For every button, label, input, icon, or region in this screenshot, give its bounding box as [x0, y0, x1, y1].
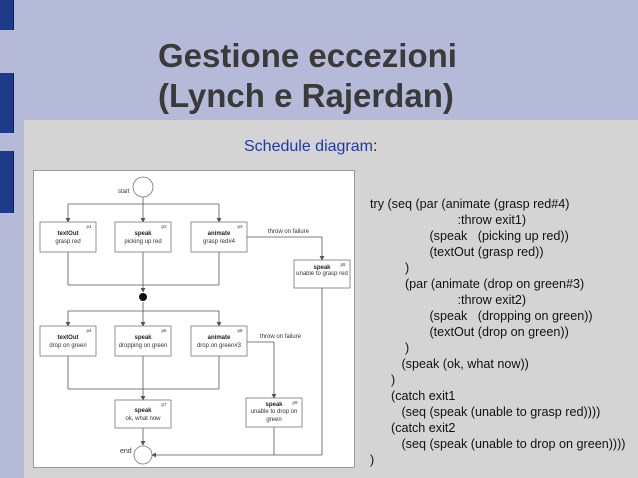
- box-p1-title: textOut: [57, 231, 79, 237]
- side-tab: [0, 151, 14, 213]
- box-p5: [294, 260, 350, 288]
- title-line-2: (Lynch e Rajerdan): [158, 77, 454, 114]
- box-p4-text: drop on green: [49, 343, 87, 349]
- box-p8-title: animate: [207, 335, 231, 341]
- box-p2-text: picking up red: [124, 239, 162, 245]
- code-line: ): [370, 261, 410, 275]
- code-line: ): [370, 373, 396, 387]
- code-line: ): [370, 453, 375, 467]
- box-p7: [115, 400, 171, 428]
- end-label: end: [120, 448, 132, 455]
- code-line: (par (animate (drop on green#3): [370, 277, 585, 291]
- code-line: (textOut (grasp red)): [370, 245, 544, 259]
- code-line: (speak (picking up red)): [370, 229, 569, 243]
- code-line: (catch exit1: [370, 389, 456, 403]
- box-p2-id: p2: [161, 224, 167, 229]
- schedule-diagram: [33, 170, 355, 468]
- code-line: (seq (speak (unable to drop on green)))): [370, 437, 626, 451]
- box-p9-title: speak: [265, 402, 283, 408]
- code-line: (textOut (drop on green)): [370, 325, 569, 339]
- box-p9-id: p9: [292, 400, 298, 405]
- box-p5-id: p5: [340, 262, 346, 267]
- box-p4: [40, 326, 96, 356]
- box-p7-id: p7: [161, 402, 167, 407]
- box-p8-text: drop on green#3: [196, 343, 242, 349]
- box-p4-id: p4: [86, 328, 92, 333]
- box-p5-text: unable to grasp red: [296, 271, 348, 277]
- box-p8: [191, 326, 247, 356]
- box-p1: [40, 222, 96, 252]
- box-p3: [191, 222, 247, 252]
- throw-label-2: throw on failure: [260, 334, 302, 340]
- box-p1-text: grasp red: [55, 239, 81, 245]
- box-p5-title: speak: [313, 265, 331, 271]
- code-line: :throw exit1): [370, 213, 527, 227]
- side-tab: [0, 73, 14, 133]
- box-p6: [115, 326, 171, 356]
- subtitle-text: Schedule diagram: [244, 138, 373, 155]
- box-p3-text: grasp red#4: [202, 239, 236, 245]
- code-line: :throw exit2): [370, 293, 527, 307]
- box-p4-title: textOut: [57, 335, 79, 341]
- left-strip: [0, 0, 24, 478]
- end-node: [134, 446, 152, 464]
- box-p6-title: speak: [134, 335, 152, 341]
- code-line: ): [370, 341, 410, 355]
- diagram-boxes: [40, 222, 350, 428]
- title-line-1: Gestione eccezioni: [158, 37, 457, 74]
- subtitle-colon: :: [372, 138, 378, 155]
- throw-label-1: throw on failure: [268, 229, 310, 235]
- box-p2-title: speak: [134, 231, 152, 237]
- box-p6-id: p6: [161, 328, 167, 333]
- join-node: [139, 293, 147, 301]
- code-line: (seq (speak (unable to grasp red)))): [370, 405, 601, 419]
- box-p2: [115, 222, 171, 252]
- side-tab: [0, 0, 14, 30]
- code-line: (catch exit2: [370, 421, 456, 435]
- box-p8-id: p8: [237, 328, 243, 333]
- box-p6-text: dropping on green: [118, 343, 168, 349]
- code-line: try (seq (par (animate (grasp red#4): [370, 197, 570, 211]
- code-block: [370, 196, 626, 468]
- slide-subtitle: [244, 138, 377, 156]
- code-line: (speak (dropping on green)): [370, 309, 593, 323]
- box-p3-title: animate: [207, 231, 231, 237]
- start-label: start: [118, 189, 130, 195]
- start-node: [133, 177, 153, 197]
- slide-title: [158, 36, 457, 116]
- diagram-canvas: [34, 171, 354, 467]
- box-p9-text: unable to drop on green: [250, 409, 298, 423]
- box-p9: [246, 398, 302, 427]
- box-p1-id: p1: [86, 224, 92, 229]
- box-p3-id: p3: [237, 224, 243, 229]
- code-line: (speak (ok, what now)): [370, 357, 529, 371]
- box-p7-title: speak: [134, 408, 152, 414]
- box-p7-text: ok, what now: [125, 416, 161, 422]
